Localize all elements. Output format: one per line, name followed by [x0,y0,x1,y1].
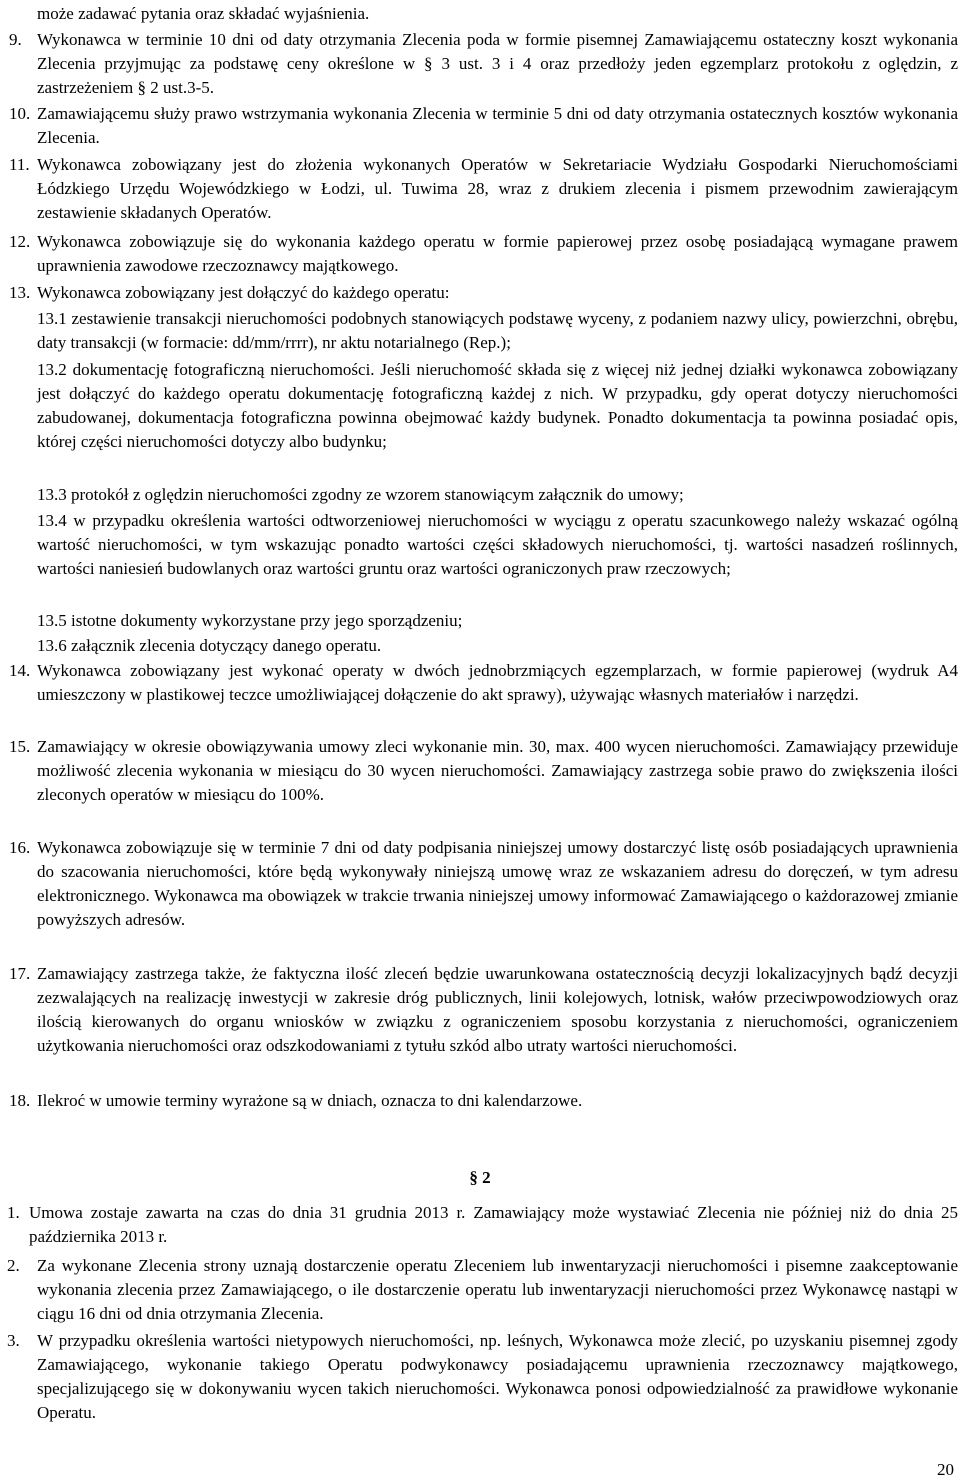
list-item-14 [9,659,958,707]
section2-item-1 [7,1201,958,1249]
item-text: Wykonawca zobowiązany jest wykonać operaty w dwóch jednobrzmiących egzemplarzach, w formie papierowej (wydruk A4 umieszczony w plastikowej teczce umożliwiającej dołączenie do akt sprawy), używając własnych materiałów i narzędzi. [37,661,958,704]
top-fragment: może zadawać pytania oraz składać wyjaśnienia. [37,4,370,23]
item-number: 3. [7,1331,20,1350]
item-number: 11. [9,155,30,174]
section2-item-3 [7,1329,958,1425]
sub-item-13-6: 13.6 załącznik zlecenia dotyczący danego operatu. [37,636,382,655]
item-text: Ilekroć w umowie terminy wyrażone są w dniach, oznacza to dni kalendarzowe. [37,1091,583,1110]
page-number: 20 [937,1460,954,1479]
sub-item-13-2: 13.2 dokumentację fotograficzną nieruchomości. Jeśli nieruchomość składa się z więcej niż jednej działki wykonawca zobowiązany jest dołączyć do każdego operatu dokumentację fotograficzną każdej z nich. W przypadku, gdy operat dotyczy nieruchomości zabudowanej, dokumentacja fotograficzna powinna obejmować każdy budynek. Ponadto dokumentacja ta powinna posiadać opis, której części nieruchomości dotyczy albo budynku; [37,360,958,451]
list-item-9 [9,28,958,100]
list-item-11 [9,153,958,225]
item-text: W przypadku określenia wartości nietypowych nieruchomości, np. leśnych, Wykonawca może zlecić, po uzyskaniu pisemnej zgody Zamawiającego, wykonanie takiego Operatu podwykonawcy posiadającemu uprawnienia rzeczoznawcy majątkowego, specjalizującego się w dokonywaniu wycen takich nieruchomości. Wykonawca ponosi odpowiedzialność za prawidłowe wykonanie Operatu. [37,1331,958,1422]
list-item-12 [9,230,958,278]
sub-item-13-5: 13.5 istotne dokumenty wykorzystane przy jego sporządzeniu; [37,611,463,630]
item-text: Zamawiający w okresie obowiązywania umowy zleci wykonanie min. 30, max. 400 wycen nieruchomości. Zamawiający przewiduje możliwość zlecenia wykonania w miesiącu do 30 wycen nieruchomości. Zamawiający zastrzega sobie prawo do zwiększenia ilości zleconych operatów w miesiącu do 100%. [37,737,958,804]
item-number: 1. [7,1203,20,1222]
item-text: Zamawiającemu służy prawo wstrzymania wykonania Zlecenia w terminie 5 dni od daty otrzymania ostatecznych kosztów wykonania Zlecenia. [37,104,958,147]
item-text: Umowa zostaje zawarta na czas do dnia 31 grudnia 2013 r. Zamawiający może wystawiać Zlecenia nie później niż do dnia 25 października 2013 r. [29,1203,958,1246]
item-number: 14. [9,661,31,680]
item-text: Wykonawca zobowiązany jest do złożenia wykonanych Operatów w Sekretariacie Wydziału Gospodarki Nieruchomościami Łódzkiego Urzędu Wojewódzkiego w Łodzi, ul. Tuwima 28, wraz z drukiem zlecenia i pismem przewodnim zawierającym zestawienie składanych Operatów. [37,155,958,222]
item-text: Wykonawca zobowiązany jest dołączyć do każdego operatu: [37,283,450,302]
section2-item-2 [7,1254,958,1326]
list-item-18 [9,1089,958,1113]
list-item-16 [9,836,958,932]
item-text: Wykonawca zobowiązuje się w terminie 7 dni od daty podpisania niniejszej umowy dostarczyć listę osób posiadających uprawnienia do szacowania nieruchomości, które będą wykonywały niniejszą umowę wraz ze wskazaniem adresu do doręczeń, w tym adresu elektronicznego. Wykonawca ma obowiązek w trakcie trwania niniejszej umowy informować Zamawiającego o każdorazowej zmianie powyższych adresów. [37,838,958,929]
item-number: 10. [9,104,31,123]
item-text: Za wykonane Zlecenia strony uznają dostarczenie operatu Zleceniem lub inwentaryzacji nieruchomości i pisemne zaakceptowanie wykonania zlecenia przez Zamawiającego, o ile dostarczenie operatu lub inwentaryzacji nieruchomości przez Wykonawcę nastąpi w ciągu 16 dni od dnia otrzymania Zlecenia. [37,1256,958,1323]
sub-item-13-4: 13.4 w przypadku określenia wartości odtworzeniowej nieruchomości w wyciągu z operatu szacunkowego należy wskazać ogólną wartość nieruchomości, w tym wskazując ponadto wartości części składowych nieruchomości, tj. wartości nasadzeń roślinnych, wartości naniesień budowlanych oraz wartości gruntu oraz wartości ograniczonych praw rzeczowych; [37,511,958,578]
list-item-17 [9,962,958,1058]
sub-item-13-3: 13.3 protokół z oględzin nieruchomości zgodny ze wzorem stanowiącym załącznik do umowy; [37,485,684,504]
sub-item-13-1: 13.1 zestawienie transakcji nieruchomości podobnych stanowiących podstawę wyceny, z podaniem nazwy ulicy, powierzchni, obrębu, daty transakcji (w formacie: dd/mm/rrrr), nr aktu notarialnego (Rep.); [37,309,958,352]
item-text: Zamawiający zastrzega także, że faktyczna ilość zleceń będzie uwarunkowana ostatecznością decyzji lokalizacyjnych bądź decyzji zezwalających na realizację inwestycji w zakresie dróg publicznych, linii kolejowych, lotnisk, wałów przeciwpowodziowych oraz ilością kierowanych do organu wniosków w związku z ograniczeniem sposobu korzystania z nieruchomości, ograniczeniem użytkowania nieruchomości oraz odszkodowaniami z tytułu szkód albo utraty wartości nieruchomości. [37,964,958,1055]
item-number: 15. [9,737,31,756]
item-text: Wykonawca zobowiązuje się do wykonania każdego operatu w formie papierowej przez osobę posiadającą wymagane prawem uprawnienia zawodowe rzeczoznawcy majątkowego. [37,232,958,275]
item-number: 2. [7,1256,20,1275]
list-item-15 [9,735,958,807]
list-item-10 [9,102,958,150]
item-number: 16. [9,838,31,857]
item-number: 13. [9,283,31,302]
section-heading: § 2 [469,1168,491,1187]
item-number: 17. [9,964,31,983]
item-text: Wykonawca w terminie 10 dni od daty otrzymania Zlecenia poda w formie pisemnej Zamawiającemu ostateczny koszt wykonania Zlecenia przyjmując za podstawę ceny określone w § 3 ust. 3 i 4 oraz przedłoży jeden egzemplarz protokołu z oględzin, z zastrzeżeniem § 2 ust.3-5. [37,30,958,97]
item-number: 12. [9,232,31,251]
list-item-13 [9,281,958,305]
item-number: 9. [9,30,22,49]
item-number: 18. [9,1091,31,1110]
